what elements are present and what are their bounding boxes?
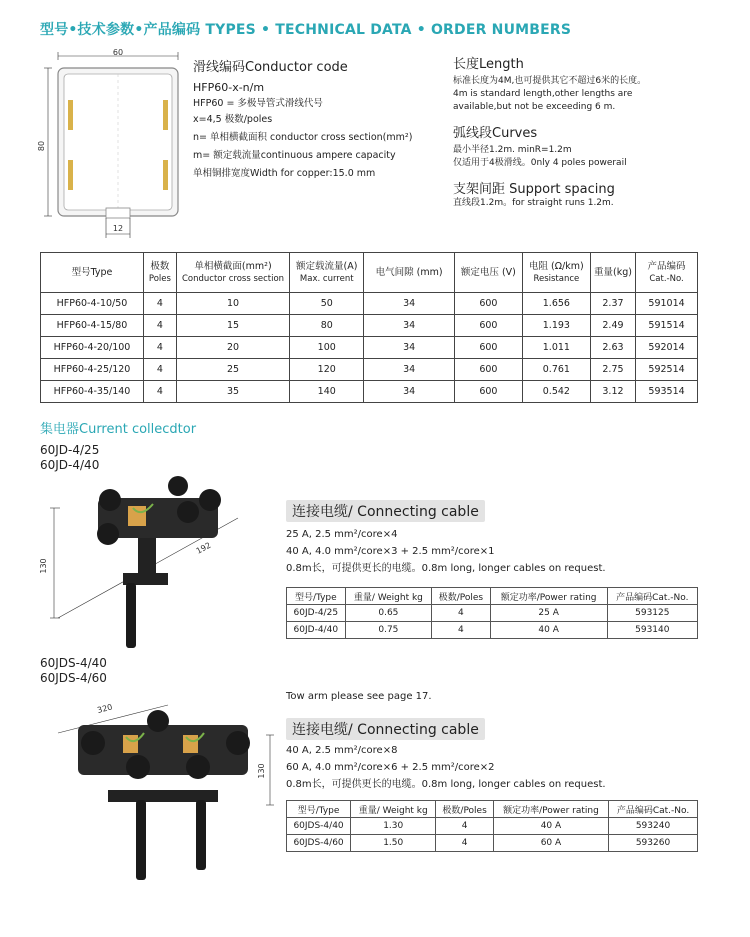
table-cell: 4: [143, 337, 176, 359]
table-cell: 1.193: [522, 315, 590, 337]
table-cell: 34: [364, 337, 455, 359]
table-header-cell: [364, 253, 455, 293]
header-line: 电气间隙 (mm): [375, 266, 443, 278]
table-cell: 0.75: [345, 622, 432, 639]
table-cell: 15: [176, 315, 289, 337]
table-cell: 4: [143, 315, 176, 337]
collector2-cable-block: [286, 718, 706, 791]
table-row: [41, 293, 698, 315]
header-line: 重量(kg): [594, 266, 632, 278]
collector2-model2: 60JDS-4/60: [40, 671, 107, 685]
page-header: 型号•技术参数•产品编码 TYPES • TECHNICAL DATA • ORDER NUMBERS: [40, 22, 572, 38]
collector-image: [38, 468, 263, 653]
header-subline: Cat.-No.: [649, 273, 684, 284]
collector-cable-line2: 40 A, 4.0 mm²/core×3 + 2.5 mm²/core×1: [286, 546, 495, 557]
collector-model2: 60JD-4/40: [40, 458, 100, 472]
table-header-cell: 重量/ Weight kg: [345, 588, 432, 605]
table-cell: 592514: [636, 359, 698, 381]
support-title: 支架间距 Support spacing: [453, 182, 615, 197]
table-header-cell: [454, 253, 522, 293]
table-cell: 600: [454, 293, 522, 315]
header-subline: Poles: [148, 273, 171, 284]
table-cell: 2.63: [590, 337, 635, 359]
header-line: 极数: [150, 260, 170, 272]
dim-slot-label: 12: [112, 224, 124, 233]
table-header-cell: 极数/Poles: [432, 588, 490, 605]
conductor-line2: x=4,5 极数/poles: [193, 114, 273, 125]
table-header-cell: [290, 253, 364, 293]
collector-cable-line1: 25 A, 2.5 mm²/core×4: [286, 529, 398, 540]
table-cell: 0.65: [345, 605, 432, 622]
table-header-cell: [636, 253, 698, 293]
table-cell: 35: [176, 381, 289, 403]
table-header-cell: 重量/ Weight kg: [351, 801, 436, 818]
table-cell: 4: [143, 293, 176, 315]
table-cell: HFP60-4-10/50: [41, 293, 144, 315]
header-line: 产品编码: [647, 260, 686, 272]
table-cell: 34: [364, 381, 455, 403]
specs-block: [453, 53, 733, 210]
conductor-line4: m= 额定载流量continuous ampere capacity: [193, 150, 396, 161]
table-header-cell: [176, 253, 289, 293]
table-cell: 4: [436, 818, 494, 835]
table-cell: 80: [290, 315, 364, 337]
collector2-model1: 60JDS-4/40: [40, 656, 107, 670]
table-cell: 25 A: [490, 605, 607, 622]
header-line: 额定载流量(A): [296, 260, 358, 272]
table-cell: 60JD-4/25: [287, 605, 346, 622]
table-cell: 0.542: [522, 381, 590, 403]
table-row: [287, 622, 698, 639]
collector-table: [286, 587, 698, 639]
header-line: 额定电压 (V): [460, 266, 516, 278]
conductor-line5: 单相铜排宽度Width for copper:15.0 mm: [193, 168, 376, 179]
table-header-cell: 额定功率/Power rating: [493, 801, 608, 818]
support-line1: 直线段1.2m。for straight runs 1.2m.: [453, 198, 614, 208]
table-row: [41, 337, 698, 359]
length-line3: available,but not be exceeding 6 m.: [453, 102, 616, 112]
profile-drawing: [38, 48, 193, 238]
collector-cable-title: 连接电缆/ Connecting cable: [286, 500, 485, 522]
table-header-cell: 产品编码Cat.-No.: [607, 588, 697, 605]
header-subline: Conductor cross section: [182, 273, 285, 284]
conductor-block: [193, 56, 412, 180]
dim-height-label: 80: [37, 140, 46, 152]
table-cell: HFP60-4-35/140: [41, 381, 144, 403]
table-cell: HFP60-4-25/120: [41, 359, 144, 381]
table-cell: 60 A: [493, 835, 608, 852]
table-cell: 592014: [636, 337, 698, 359]
conductor-code: HFP60-x-n/m: [193, 81, 265, 94]
collector2-models: [40, 656, 107, 686]
table-header-cell: 额定功率/Power rating: [490, 588, 607, 605]
table-cell: 34: [364, 359, 455, 381]
table-cell: 1.50: [351, 835, 436, 852]
table-cell: 600: [454, 381, 522, 403]
table-cell: 3.12: [590, 381, 635, 403]
collector-title: 集电器Current collecdtor: [40, 422, 197, 437]
table-cell: 593240: [609, 818, 698, 835]
table-cell: 10: [176, 293, 289, 315]
collector-dim-h: 130: [39, 558, 48, 574]
table-row: [41, 381, 698, 403]
collector-dim-w: 192: [194, 540, 213, 556]
table-cell: HFP60-4-20/100: [41, 337, 144, 359]
table-header-cell: 产品编码Cat.-No.: [609, 801, 698, 818]
table-cell: 4: [143, 359, 176, 381]
curves-line2: 仅适用于4极滑线。0nly 4 poles powerail: [453, 158, 627, 168]
header-line: 电阻 (Ω/km): [529, 260, 584, 272]
table-header-cell: [590, 253, 635, 293]
collector-cable-block: [286, 500, 706, 575]
table-cell: 50: [290, 293, 364, 315]
table-cell: HFP60-4-15/80: [41, 315, 144, 337]
table-cell: 60JD-4/40: [287, 622, 346, 639]
table-cell: 60JDS-4/60: [287, 835, 351, 852]
table-cell: 593514: [636, 381, 698, 403]
table-cell: 2.75: [590, 359, 635, 381]
table-cell: 593125: [607, 605, 697, 622]
table-header-cell: [41, 253, 144, 293]
table-row: [41, 359, 698, 381]
table-row: [287, 835, 698, 852]
table-cell: 600: [454, 359, 522, 381]
table-header-cell: 型号/Type: [287, 588, 346, 605]
table-cell: 25: [176, 359, 289, 381]
table-cell: 1.011: [522, 337, 590, 359]
collector2-cable-title: 连接电缆/ Connecting cable: [286, 718, 485, 740]
table-cell: 2.49: [590, 315, 635, 337]
table-cell: 600: [454, 315, 522, 337]
dim-width-label: 60: [112, 48, 124, 57]
table-cell: 20: [176, 337, 289, 359]
table-row: [287, 818, 698, 835]
table-header-cell: [143, 253, 176, 293]
table-cell: 34: [364, 315, 455, 337]
table-cell: 593260: [609, 835, 698, 852]
table-cell: 34: [364, 293, 455, 315]
table-cell: 4: [432, 605, 490, 622]
table-cell: 591514: [636, 315, 698, 337]
table-cell: 600: [454, 337, 522, 359]
collector2-cable-line1: 40 A, 2.5 mm²/core×8: [286, 745, 398, 756]
collector-cable-line3: 0.8m长，可提供更长的电缆。0.8m long, longer cables on request.: [286, 563, 606, 574]
table-row: [41, 315, 698, 337]
table-header-cell: 极数/Poles: [436, 801, 494, 818]
collector2-cable-line2: 60 A, 4.0 mm²/core×6 + 2.5 mm²/core×2: [286, 762, 495, 773]
conductor-line3: n= 单相横截面积 conductor cross section(mm²): [193, 132, 413, 143]
collector2-dim-h: 130: [257, 763, 266, 779]
collector-model1: 60JD-4/25: [40, 443, 100, 457]
header-subline: Resistance: [533, 273, 580, 284]
table-cell: 591014: [636, 293, 698, 315]
curves-line1: 最小半径1.2m. minR=1.2m: [453, 145, 572, 155]
length-line1: 标准长度为4M,也可提供其它不超过6米的长度。: [453, 76, 647, 86]
table-cell: 120: [290, 359, 364, 381]
header-subline: Max. current: [299, 273, 354, 284]
table-cell: 0.761: [522, 359, 590, 381]
table-cell: 140: [290, 381, 364, 403]
conductor-line1: HFP60 = 多极导管式滑线代号: [193, 98, 323, 109]
table-row: [287, 605, 698, 622]
conductor-title: 滑线编码Conductor code: [193, 60, 348, 75]
table-cell: 4: [436, 835, 494, 852]
collector2-dim-w: 320: [96, 702, 114, 715]
table-cell: 4: [432, 622, 490, 639]
table-header-cell: [522, 253, 590, 293]
table-header-cell: 型号/Type: [287, 801, 351, 818]
table-cell: 40 A: [490, 622, 607, 639]
table-cell: 100: [290, 337, 364, 359]
length-title: 长度Length: [453, 57, 524, 72]
collector2-table: [286, 800, 698, 852]
collector2-cable-line3: 0.8m长，可提供更长的电缆。0.8m long, longer cables on request.: [286, 779, 606, 790]
length-line2: 4m is standard length,other lengths are: [453, 89, 633, 99]
table-cell: 593140: [607, 622, 697, 639]
table-cell: 40 A: [493, 818, 608, 835]
technical-table: [40, 252, 698, 403]
header-line: 型号Type: [71, 266, 113, 278]
table-cell: 4: [143, 381, 176, 403]
table-cell: 1.30: [351, 818, 436, 835]
curves-title: 弧线段Curves: [453, 126, 538, 141]
table-cell: 1.656: [522, 293, 590, 315]
tow-arm-note: Tow arm please see page 17.: [286, 691, 432, 702]
header-line: 单相横截面(mm²): [194, 260, 272, 272]
table-cell: 60JDS-4/40: [287, 818, 351, 835]
collector2-image: [38, 695, 288, 895]
table-cell: 2.37: [590, 293, 635, 315]
